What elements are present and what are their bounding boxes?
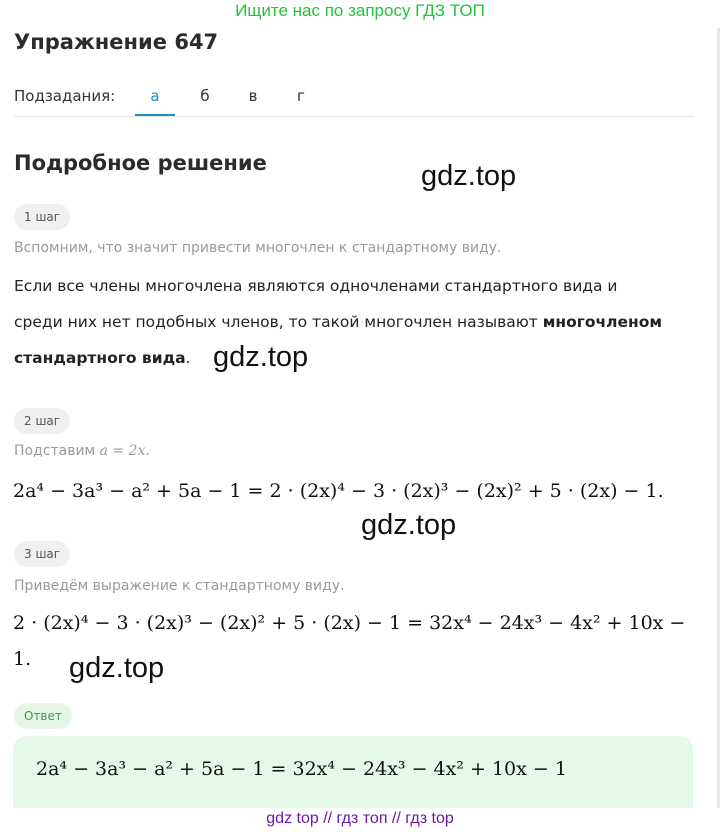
step-2-hint <box>14 443 150 459</box>
watermark: gdz.top <box>421 160 517 192</box>
step-1-badge: 1 шаг <box>14 204 70 230</box>
step-2-equation: 2a⁴ − 3a³ − a² + 5a − 1 = 2 · (2x)⁴ − 3 · (2x)³ − (2x)² + 5 · (2x) − 1. <box>13 480 664 502</box>
watermark: gdz.top <box>69 652 165 684</box>
step-1-text-line-3 <box>14 340 694 376</box>
subtasks-label: Подзадания: <box>14 87 116 105</box>
step-3-equation-line-2: 1. <box>13 648 32 670</box>
step-2-badge: 2 шаг <box>14 408 70 434</box>
step-3-hint: Приведём выражение к стандартному виду. <box>14 578 345 594</box>
step-1-text <box>14 268 694 376</box>
step-1-term-bold-2: стандартного вида <box>14 349 186 367</box>
answer-badge: Ответ <box>14 703 72 729</box>
step-3-equation-line-1: 2 · (2x)⁴ − 3 · (2x)³ − (2x)² + 5 · (2x) − 1 = 32x⁴ − 24x³ − 4x² + 10x − <box>13 612 686 634</box>
subtask-tab-a[interactable]: а <box>135 82 175 116</box>
subtask-tab-v[interactable]: в <box>248 87 258 105</box>
step-3-badge: 3 шаг <box>14 541 70 567</box>
promo-banner[interactable]: Ищите нас по запросу ГДЗ ТОП <box>235 1 485 20</box>
subtask-tab-b[interactable]: б <box>200 87 210 105</box>
step-1-hint: Вспомним, что значит привести многочлен к стандартному виду. <box>14 240 502 256</box>
step-1-term-bold-1: многочленом <box>542 313 663 331</box>
step-2-hint-text: Подставим <box>14 443 100 459</box>
step-1-text-line-2-plain: среди них нет подобных членов, то такой многочлен называют <box>14 313 543 331</box>
footer-links[interactable]: gdz top // гдз топ // гдз top <box>266 810 454 827</box>
step-2-hint-math: a = 2x. <box>99 443 150 459</box>
answer-equation: 2a⁴ − 3a³ − a² + 5a − 1 = 32x⁴ − 24x³ − 4x² + 10x − 1 <box>36 758 567 780</box>
watermark: gdz.top <box>361 509 457 541</box>
solution-title: Подробное решение <box>14 151 267 175</box>
exercise-title: Упражнение 647 <box>14 30 219 54</box>
subtasks-bar <box>14 82 694 117</box>
step-1-text-line-3-end: . <box>185 349 191 367</box>
step-1-text-line-2 <box>14 304 694 340</box>
subtask-tab-g[interactable]: г <box>297 87 305 105</box>
watermark: gdz.top <box>213 341 309 373</box>
step-1-text-line-1: Если все члены многочлена являются одночленами стандартного вида и <box>14 277 618 295</box>
answer-box <box>13 736 693 808</box>
